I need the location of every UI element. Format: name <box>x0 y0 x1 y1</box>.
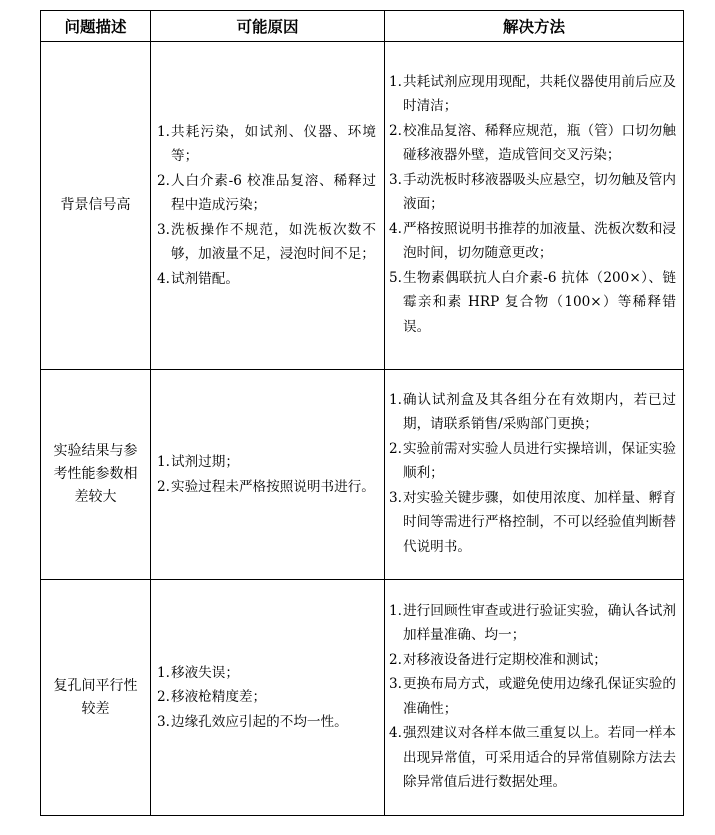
troubleshooting-table <box>40 10 684 816</box>
solution-item <box>389 437 676 486</box>
solution-list <box>389 388 676 560</box>
item-text: 强烈建议对各样本做三重复以上。若同一样本出现异常值，可采用适合的异常值剔除方法去除异常值后进行数据处理。 <box>403 725 676 790</box>
solution-item <box>389 266 676 340</box>
cause-list <box>157 450 376 499</box>
solution-item <box>389 168 676 217</box>
item-number: 3. <box>157 713 170 730</box>
item-text: 更换布局方式，或避免使用边缘孔保证实验的准确性； <box>403 676 676 717</box>
problem-cell: 实验结果与参考性能参数相差较大 <box>41 370 151 580</box>
cause-item <box>157 661 376 686</box>
item-number: 2. <box>157 689 170 706</box>
item-text: 确认试剂盒及其各组分在有效期内，若已过期，请联系销售/采购部门更换； <box>403 391 676 433</box>
cause-list <box>157 661 376 735</box>
solution-item <box>389 599 676 648</box>
solution-cell <box>385 370 684 580</box>
table-row <box>41 580 684 816</box>
item-number: 1. <box>157 454 170 470</box>
solution-item <box>389 119 676 168</box>
item-number: 2. <box>157 478 170 495</box>
item-text: 共耗试剂应现用现配，共耗仪器使用前后应及时清洁； <box>403 73 676 115</box>
cause-item <box>157 218 376 267</box>
solution-item <box>389 486 676 560</box>
item-number: 2. <box>389 651 402 668</box>
item-text: 边缘孔效应引起的不均一性。 <box>171 713 348 730</box>
item-number: 1. <box>389 73 402 90</box>
item-text: 对移液设备进行定期校准和测试； <box>403 651 607 668</box>
item-number: 1. <box>389 391 402 408</box>
item-text: 移液枪精度差； <box>171 689 267 706</box>
cause-item <box>157 267 376 292</box>
item-number: 3. <box>389 489 402 506</box>
item-text: 共耗污染，如试剂、仪器、环境等； <box>171 123 376 165</box>
cause-cell <box>151 42 385 370</box>
item-text: 手动洗板时移液器吸头应悬空，切勿触及管内液面； <box>403 171 676 213</box>
cause-cell <box>151 580 385 816</box>
item-text: 进行回顾性审查或进行验证实验，确认各试剂加样量准确、均一； <box>403 602 676 643</box>
item-number: 5. <box>389 269 402 286</box>
solution-cell <box>385 42 684 370</box>
item-number: 4. <box>389 220 402 237</box>
item-text: 移液失误； <box>171 664 239 681</box>
problem-cell: 复孔间平行性较差 <box>41 580 151 816</box>
item-number: 4. <box>389 725 402 741</box>
cause-item <box>157 450 376 475</box>
header-solution: 解决方法 <box>385 11 684 42</box>
header-cause: 可能原因 <box>151 11 385 42</box>
solution-item <box>389 672 676 721</box>
item-number: 2. <box>157 172 170 189</box>
item-number: 1. <box>389 602 402 619</box>
solution-cell <box>385 580 684 816</box>
cause-list <box>157 120 376 292</box>
item-text: 对实验关键步骤，如使用浓度、加样量、孵育时间等需进行严格控制，不可以经验值判断替代说明书。 <box>403 489 676 555</box>
item-text: 实验前需对实验人员进行实操培训，保证实验顺利； <box>403 440 676 482</box>
solution-item <box>389 721 676 795</box>
header-row <box>41 11 684 42</box>
item-text: 严格按照说明书推荐的加液量、洗板次数和浸泡时间，切勿随意更改； <box>403 220 676 262</box>
solution-item <box>389 648 676 673</box>
cause-item <box>157 475 376 500</box>
solution-item <box>389 388 676 437</box>
cause-item <box>157 710 376 735</box>
item-text: 洗板操作不规范，如洗板次数不够，加液量不足，浸泡时间不足； <box>171 221 376 263</box>
item-number: 3. <box>389 171 402 188</box>
item-text: 试剂错配。 <box>171 270 239 287</box>
solution-item <box>389 217 676 266</box>
item-text: 实验过程未严格按照说明书进行。 <box>171 478 375 495</box>
item-number: 1. <box>157 123 170 140</box>
cause-item <box>157 169 376 218</box>
item-text: 试剂过期； <box>171 454 239 470</box>
solution-item <box>389 70 676 119</box>
cause-item <box>157 120 376 169</box>
cause-cell <box>151 370 385 580</box>
item-number: 2. <box>389 440 402 457</box>
item-number: 3. <box>389 676 402 692</box>
item-text: 人白介素-6 校准品复溶、稀释过程中造成污染； <box>171 172 376 214</box>
solution-list <box>389 70 676 340</box>
problem-cell: 背景信号高 <box>41 42 151 370</box>
item-number: 2. <box>389 122 402 139</box>
item-text: 生物素偶联抗人白介素-6 抗体（200×）、链霉亲和素 HRP 复合物（100×）等稀释错误。 <box>403 269 676 335</box>
cause-item <box>157 685 376 710</box>
solution-list <box>389 599 676 795</box>
table-row <box>41 42 684 370</box>
header-problem: 问题描述 <box>41 11 151 42</box>
item-number: 4. <box>157 270 170 287</box>
item-number: 1. <box>157 664 170 681</box>
item-text: 校准品复溶、稀释应规范，瓶（管）口切勿触碰移液器外壁，造成管间交叉污染； <box>403 122 676 164</box>
item-number: 3. <box>157 221 170 238</box>
table-row <box>41 370 684 580</box>
